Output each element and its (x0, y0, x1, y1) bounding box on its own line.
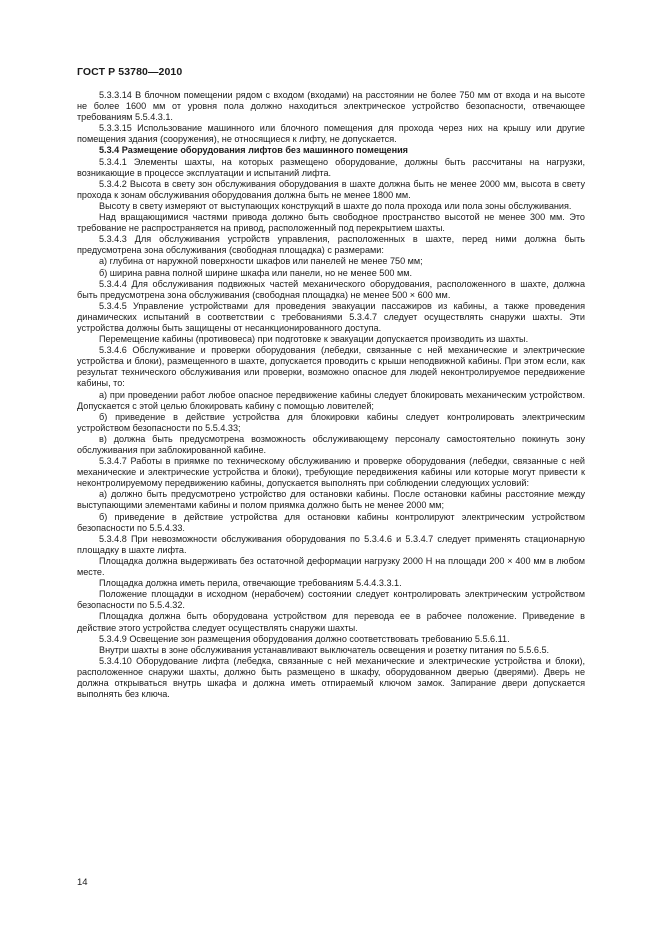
paragraph-5-3-4-9: 5.3.4.9 Освещение зон размещения оборудования должно соответствовать требованию 5.5.6.11. (99, 633, 510, 644)
paragraph-5-3-4-8: 5.3.4.8 При невозможности обслуживания оборудования по 5.3.4.6 и 5.3.4.7 следует применять стационарную площадку в шахте лифта. (77, 533, 585, 555)
list-item: б) приведение в действие устройства для остановки кабины контролируют электрическим устройством безопасности по 5.5.4.33. (77, 511, 585, 533)
paragraph-5-3-4-4: 5.3.4.4 Для обслуживания подвижных частей механического оборудования, расположенного в шахте, должна быть предусмотрена зона обслуживания (свободная площадка) не менее 500 × 600 мм. (77, 278, 585, 300)
document-code-header: ГОСТ Р 53780—2010 (77, 66, 183, 78)
paragraph-5-3-4-7: 5.3.4.7 Работы в приямке по техническому обслуживанию и проверке оборудования (лебедки, связанные с ней механические и электрические устройства и блоки), требующие передвижения кабины или которые могут привести к неконтролируемому передвижению кабины, допускается выполнять при соблюдении следующих условий: (77, 456, 585, 489)
body-text (77, 90, 585, 700)
paragraph: Площадка должна выдерживать без остаточной деформации нагрузку 2000 Н на площади 200 × 400 мм в любом месте. (77, 555, 585, 578)
paragraph-5-3-4-10: 5.3.4.10 Оборудование лифта (лебедка, связанные с ней механические и электрические устройства и блоки), расположенное снаружи шахты, должно быть размещено в шкафу, оборудованном дверью (дверями). Дверь не должна открываться внутрь шкафа и должна иметь отпираемый ключом замок. Запирание двери допускается выполнять без ключа. (77, 655, 585, 700)
paragraph: Площадка должна иметь перила, отвечающие требованиям 5.4.4.3.3.1. (99, 578, 402, 589)
paragraph: Внутри шахты в зоне обслуживания устанавливают выключатель освещения и розетку питания по 5.5.6.5. (99, 644, 550, 655)
list-item: а) должно быть предусмотрено устройство для остановки кабины. После остановки кабины расстояние между выступающими элементами кабины и полом приямка должно быть не менее 2000 мм; (77, 489, 585, 511)
page-number: 14 (77, 877, 88, 888)
paragraph: Высоту в свету измеряют от выступающих конструкций в шахте до пола прохода или пола зоны обслуживания. (99, 200, 572, 211)
paragraph: Площадка должна быть оборудована устройством для перевода ее в рабочее положение. Приведение в действие этого устройства следует осуществлять снаружи шахты. (77, 611, 585, 633)
paragraph: Положение площадки в исходном (нерабочем) состоянии следует контролировать электрическим устройством безопасности по 5.5.4.32. (77, 589, 585, 611)
paragraph-5-3-4-3: 5.3.4.3 Для обслуживания устройств управления, расположенных в шахте, перед ними должна быть предусмотрена зона обслуживания (свободная площадка) с размерами: (77, 234, 585, 256)
list-item: б) ширина равна полной ширине шкафа или панели, но не менее 500 мм. (99, 267, 413, 278)
paragraph-5-3-4-1: 5.3.4.1 Элементы шахты, на которых размещено оборудование, должны быть рассчитаны на нагрузки, возникающие в процессе эксплуатации и испытаний лифта. (77, 156, 585, 178)
paragraph-5-3-4-6: 5.3.4.6 Обслуживание и проверки оборудования (лебедки, связанные с ней механические и электрические устройства и блоки), размещенного в шахте, допускается проводить с крыши неподвижной кабины. При этом если, как результат технического обслуживания или проверки, возможно опасное для людей неконтролируемое передвижение кабины, то: (77, 345, 585, 389)
list-item: а) глубина от наружной поверхности шкафов или панелей не менее 750 мм; (99, 256, 423, 267)
paragraph-5-3-4-2: 5.3.4.2 Высота в свету зон обслуживания оборудования в шахте должна быть не менее 2000 мм, высота в свету прохода к зонам обслуживания оборудования должна быть не менее 1800 мм. (77, 178, 585, 200)
paragraph-5-3-3-14: 5.3.3.14 В блочном помещении рядом с входом (входами) на расстоянии не более 750 мм от входа и на высоте не более 1600 мм от уровня пола должно находиться электрическое устройство безопасности, отвечающее требованиям 5.5.4.3.1. (77, 90, 585, 123)
paragraph: Перемещение кабины (противовеса) при подготовке к эвакуации допускается производить из шахты. (99, 334, 529, 345)
list-item: а) при проведении работ любое опасное передвижение кабины следует блокировать механическим устройством. Допускается с этой целью блокировать кабину с помощью ловителей; (77, 389, 585, 411)
list-item: в) должна быть предусмотрена возможность обслуживающему персоналу самостоятельно покинуть зону обслуживания при заблокированной кабине. (77, 433, 585, 455)
section-heading-5-3-4: 5.3.4 Размещение оборудования лифтов без машинного помещения (99, 145, 408, 156)
paragraph: Над вращающимися частями привода должно быть свободное пространство высотой не менее 300 мм. Это требование не распространяется на привод, расположенный под перекрытием шахты. (77, 212, 585, 234)
list-item: б) приведение в действие устройства для блокировки кабины следует контролировать электрическим устройством безопасности по 5.5.4.33; (77, 411, 585, 433)
paragraph-5-3-3-15: 5.3.3.15 Использование машинного или блочного помещения для прохода через них на крышу или другие помещения здания (сооружения), не относящиеся к лифту, не допускается. (77, 123, 585, 145)
paragraph-5-3-4-5: 5.3.4.5 Управление устройствами для проведения эвакуации пассажиров из кабины, а также проведения динамических испытаний в соответствии с требованиями 5.3.4.7 следует осуществлять снаружи шахты. Эти устройства должны быть защищены от несанкционированного доступа. (77, 300, 585, 333)
